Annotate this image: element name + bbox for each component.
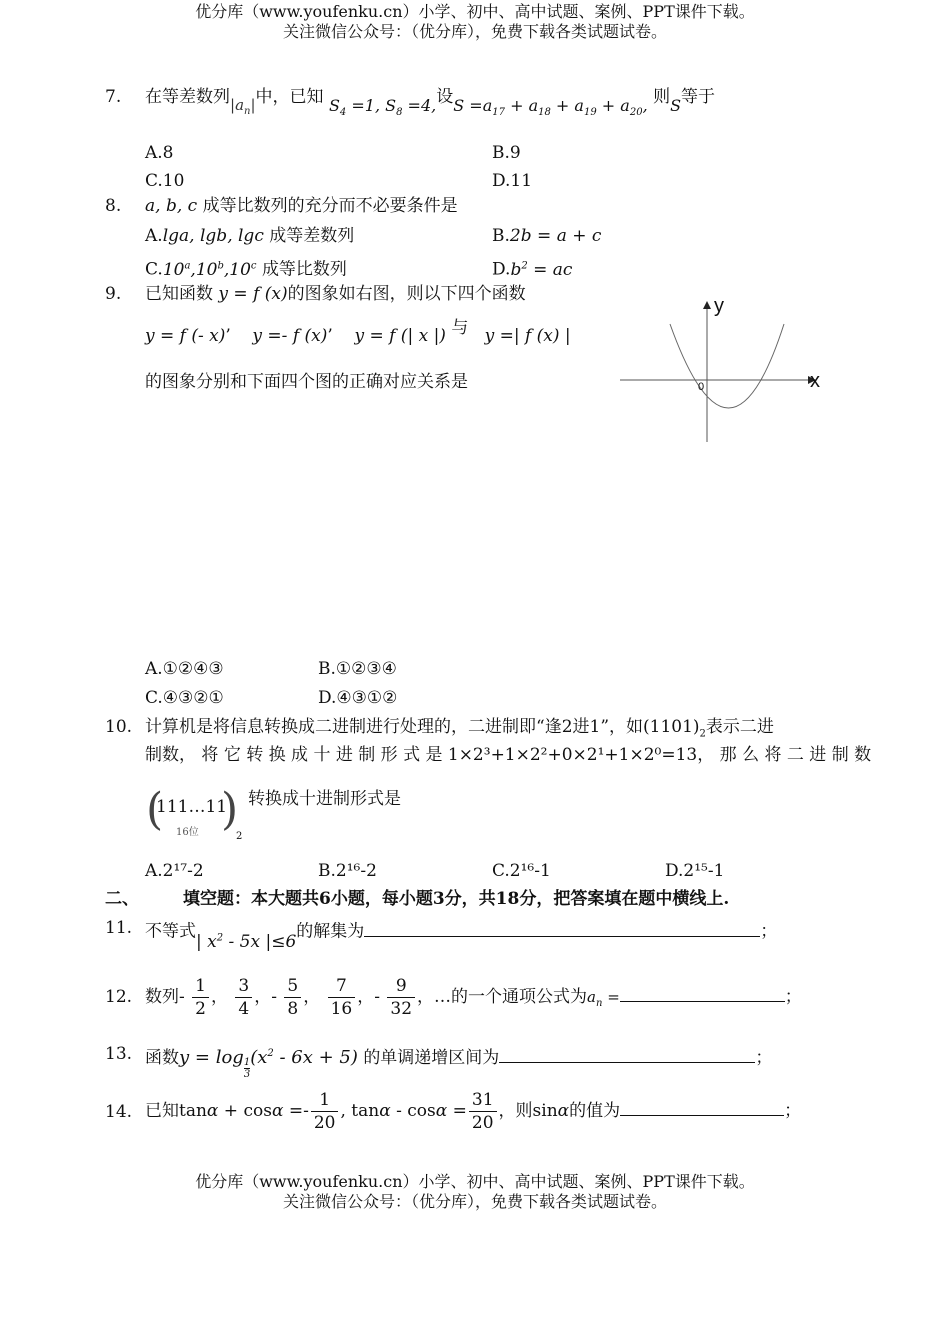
q10-line2-word: 么 [742, 745, 760, 765]
q8-number: 8. [105, 196, 122, 216]
q14-answer-blank[interactable] [620, 1101, 784, 1116]
q7-text-a: 在等差数列 [145, 87, 230, 107]
q10-line2-word: 二 [786, 745, 804, 765]
q10-line2-word: 式 [403, 745, 421, 765]
footer-line-2: 关注微信公众号：（优分库），免费下载各类试题试卷。 [282, 1192, 667, 1211]
q14-stem: 已知tanα + cosα =- $\frac{1}{20}$ , tanα - cosα = $\frac{31}{20}$ ，则sinα的值为 ； [145, 1090, 802, 1133]
graph-y-label: y [714, 295, 724, 317]
q10-line2-word: 十 [313, 745, 331, 765]
q8-stem: a, b, c 成等比数列的充分而不必要条件是 [145, 196, 458, 216]
q10-line-2 [145, 744, 871, 766]
q9-number: 9. [105, 284, 122, 304]
q10-line2-word: 转 [246, 745, 264, 765]
graph-origin-label: 0 [698, 381, 705, 393]
q10-line2-word: 换 [268, 745, 286, 765]
q10-line2-word: 1×2³+1×2²+0×2¹+1×2⁰=13， [447, 745, 715, 765]
q10-option-b: B.2¹⁶-2 [318, 861, 377, 881]
graph-x-label: x [810, 370, 820, 392]
q9-option-c: C.④③②① [145, 688, 224, 708]
q7-text-d: 则 [653, 87, 671, 107]
q10-line2-word: 进 [809, 745, 827, 765]
q10-binary-number: ( 111…11 16位 ) 2 [146, 784, 243, 842]
q10-line-1: 计算机是将信息转换成二进制进行处理的，二进制即“逢2进1”，如$(1101)_2$表示二进 [145, 717, 774, 740]
section2-number: 二、 [105, 889, 139, 909]
q7-option-d: D.11 [492, 171, 533, 191]
q10-line2-word: 将 [201, 745, 219, 765]
q10-line2-word: 形 [380, 745, 398, 765]
q9-option-d: D.④③①② [318, 688, 398, 708]
q7-stem: 在等差数列$|a_n|$中，已知 $S_4 =1$, $S_8 =4$,设$S =a_{17} + a_{18} + a_{19} + a_{20}$, 则S等于 [145, 87, 716, 119]
y-axis-arrow-icon [703, 301, 711, 309]
q9-functions: y = f (- x)’ y =- f (x)’ y = f (| x |) 与 y =| f (x) | [145, 318, 571, 346]
q7-text-b: 中，已知 [255, 87, 324, 107]
q8-option-c: C.10$^a$,10$^b$,10$^c$ 成等比数列 [145, 259, 347, 280]
q10-line2-word: 将 [764, 745, 782, 765]
q10-line2-word: 成 [291, 745, 309, 765]
q9-stem-1: 已知函数 y = f (x)的图象如右图，则以下四个函数 [145, 284, 526, 304]
q7-text-e: 等于 [681, 87, 716, 107]
footer-line-1: 优分库（www.youfenku.cn）小学、初中、高中试题、案例、PPT课件下载。 [195, 1172, 755, 1191]
q9-option-b: B.①②③④ [318, 659, 397, 679]
q13-answer-blank[interactable] [499, 1048, 755, 1063]
q10-line-3: 转换成十进制形式是 [248, 789, 401, 809]
q12-stem: 数列- $\frac{1}{2}$ ， $\frac{3}{4}$ ，- $\frac{5}{8}$ ， $\frac{7}{16}$ ，- $\frac{9}{32}$ ，…的一个通项公式为$a_n$ = ； [145, 976, 802, 1019]
section2-title: 填空题：本大题共6小题，每小题3分，共18分，把答案填在题中横线上. [183, 889, 730, 909]
q9-stem-3: 的图象分别和下面四个图的正确对应关系是 [145, 372, 468, 392]
q10-line2-word: 制 [831, 745, 849, 765]
q10-line2-word: 进 [335, 745, 353, 765]
q7-option-a: A.8 [145, 143, 174, 163]
q9-reference-graph [612, 292, 832, 452]
q10-line2-word: 那 [719, 745, 737, 765]
q7-option-b: B.9 [492, 143, 521, 163]
q10-option-d: D.2¹⁵-1 [665, 861, 725, 881]
q11-answer-blank[interactable] [364, 922, 760, 937]
q8-option-d: $D.b^2$ = ac [492, 259, 573, 280]
q10-option-c: C.2¹⁶-1 [492, 861, 551, 881]
q10-line2-word: 数 [854, 745, 872, 765]
q12-answer-blank[interactable] [620, 987, 785, 1002]
q12-number: 12. [105, 987, 133, 1007]
q10-line2-word: 制 [358, 745, 376, 765]
header-line-2: 关注微信公众号：（优分库），免费下载各类试题试卷。 [282, 22, 667, 41]
q10-number: 10. [105, 717, 133, 737]
q10-line2-word: 它 [223, 745, 241, 765]
q10-line2-word: 是 [425, 745, 443, 765]
q11-number: 11. [105, 918, 133, 938]
q7-text-c: 设 [436, 87, 454, 107]
q13-stem: 函数y = log $\frac{1}{3}$ $(x^2 - 6x + 5)$ 的单调递增区间为 ； [145, 1047, 773, 1080]
q10-line2-word: 制数， [145, 745, 196, 765]
q8-option-a: A.lga, lgb, lgc 成等差数列 [145, 226, 355, 246]
q13-number: 13. [105, 1044, 133, 1064]
q7-number: 7. [105, 87, 122, 107]
q7-option-c: C.10 [145, 171, 185, 191]
header-line-1: 优分库（www.youfenku.cn）小学、初中、高中试题、案例、PPT课件下载。 [195, 2, 755, 21]
q9-option-a: A.①②④③ [145, 659, 224, 679]
parabola-curve [670, 324, 784, 408]
q11-stem: 不等式| $x^2 - 5x$ |≤6的解集为 ； [145, 921, 778, 952]
q10-option-a: A.2¹⁷-2 [145, 861, 204, 881]
q14-number: 14. [105, 1102, 133, 1122]
q8-option-b: B.2b = a + c [492, 226, 602, 246]
